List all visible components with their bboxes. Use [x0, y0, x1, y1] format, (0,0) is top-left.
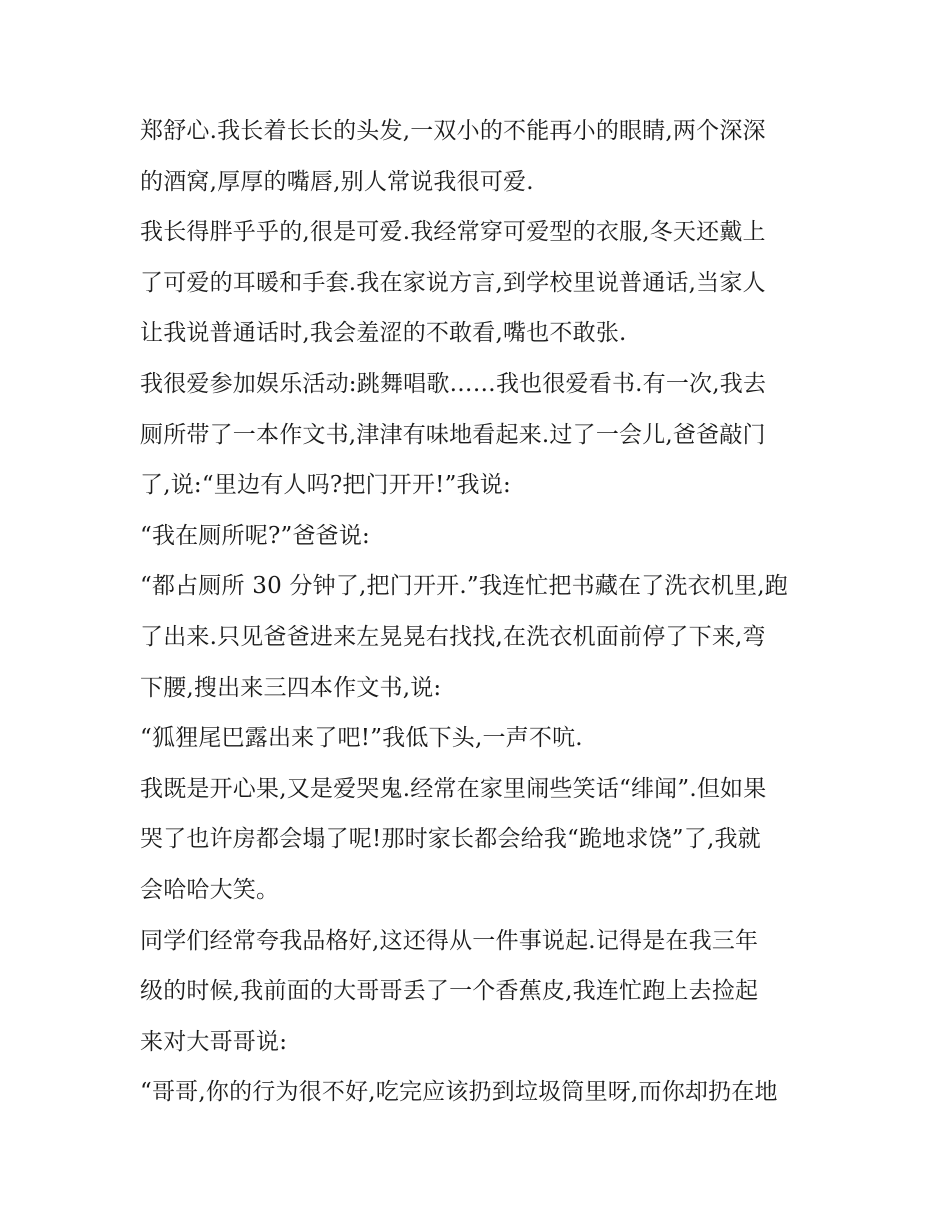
text-line: “都占厕所 30 分钟了,把门开开.”我连忙把书藏在了洗衣机里,跑	[140, 573, 788, 600]
text-line: 来对大哥哥说:	[140, 1028, 288, 1055]
text-line: 级的时候,我前面的大哥哥丢了一个香蕉皮,我连忙跑上去捡起	[140, 978, 759, 1005]
text-line: 的酒窝,厚厚的嘴唇,别人常说我很可爱.	[140, 168, 534, 195]
text-line: 了,说:“里边有人吗?把门开开!”我说:	[140, 472, 511, 499]
text-line: 下腰,搜出来三四本作文书,说:	[140, 674, 442, 701]
text-line: 会哈哈大笑。	[140, 876, 280, 903]
text-line: 我既是开心果,又是爱哭鬼.经常在家里闹些笑话“绯闻”.但如果	[140, 775, 767, 802]
text-line: 了出来.只见爸爸进来左晃晃右找找,在洗衣机面前停了下来,弯	[140, 623, 766, 650]
text-line: 了可爱的耳暖和手套.我在家说方言,到学校里说普通话,当家人	[140, 269, 766, 296]
text-line: 同学们经常夸我品格好,这还得从一件事说起.记得是在我三年	[140, 927, 759, 954]
text-line: 郑舒心.我长着长长的头发,一双小的不能再小的眼睛,两个深深	[140, 118, 766, 144]
document-body	[140, 106, 820, 1118]
text-line: “狐狸尾巴露出来了吧!”我低下头,一声不吭.	[140, 725, 583, 752]
text-line: 让我说普通话时,我会羞涩的不敢看,嘴也不敢张.	[140, 320, 627, 347]
text-line: 哭了也许房都会塌了呢!那时家长都会给我“跪地求饶”了,我就	[140, 826, 761, 853]
text-line: 我长得胖乎乎的,很是可爱.我经常穿可爱型的衣服,冬天还戴上	[140, 219, 766, 246]
text-line: “我在厕所呢?”爸爸说:	[140, 522, 370, 549]
text-line: “哥哥,你的行为很不好,吃完应该扔到垃圾筒里呀,而你却扔在地	[140, 1079, 778, 1106]
text-line: 厕所带了一本作文书,津津有味地看起来.过了一会儿,爸爸敲门	[140, 421, 766, 448]
text-line: 我很爱参加娱乐活动:跳舞唱歌……我也很爱看书.有一次,我去	[140, 370, 767, 397]
